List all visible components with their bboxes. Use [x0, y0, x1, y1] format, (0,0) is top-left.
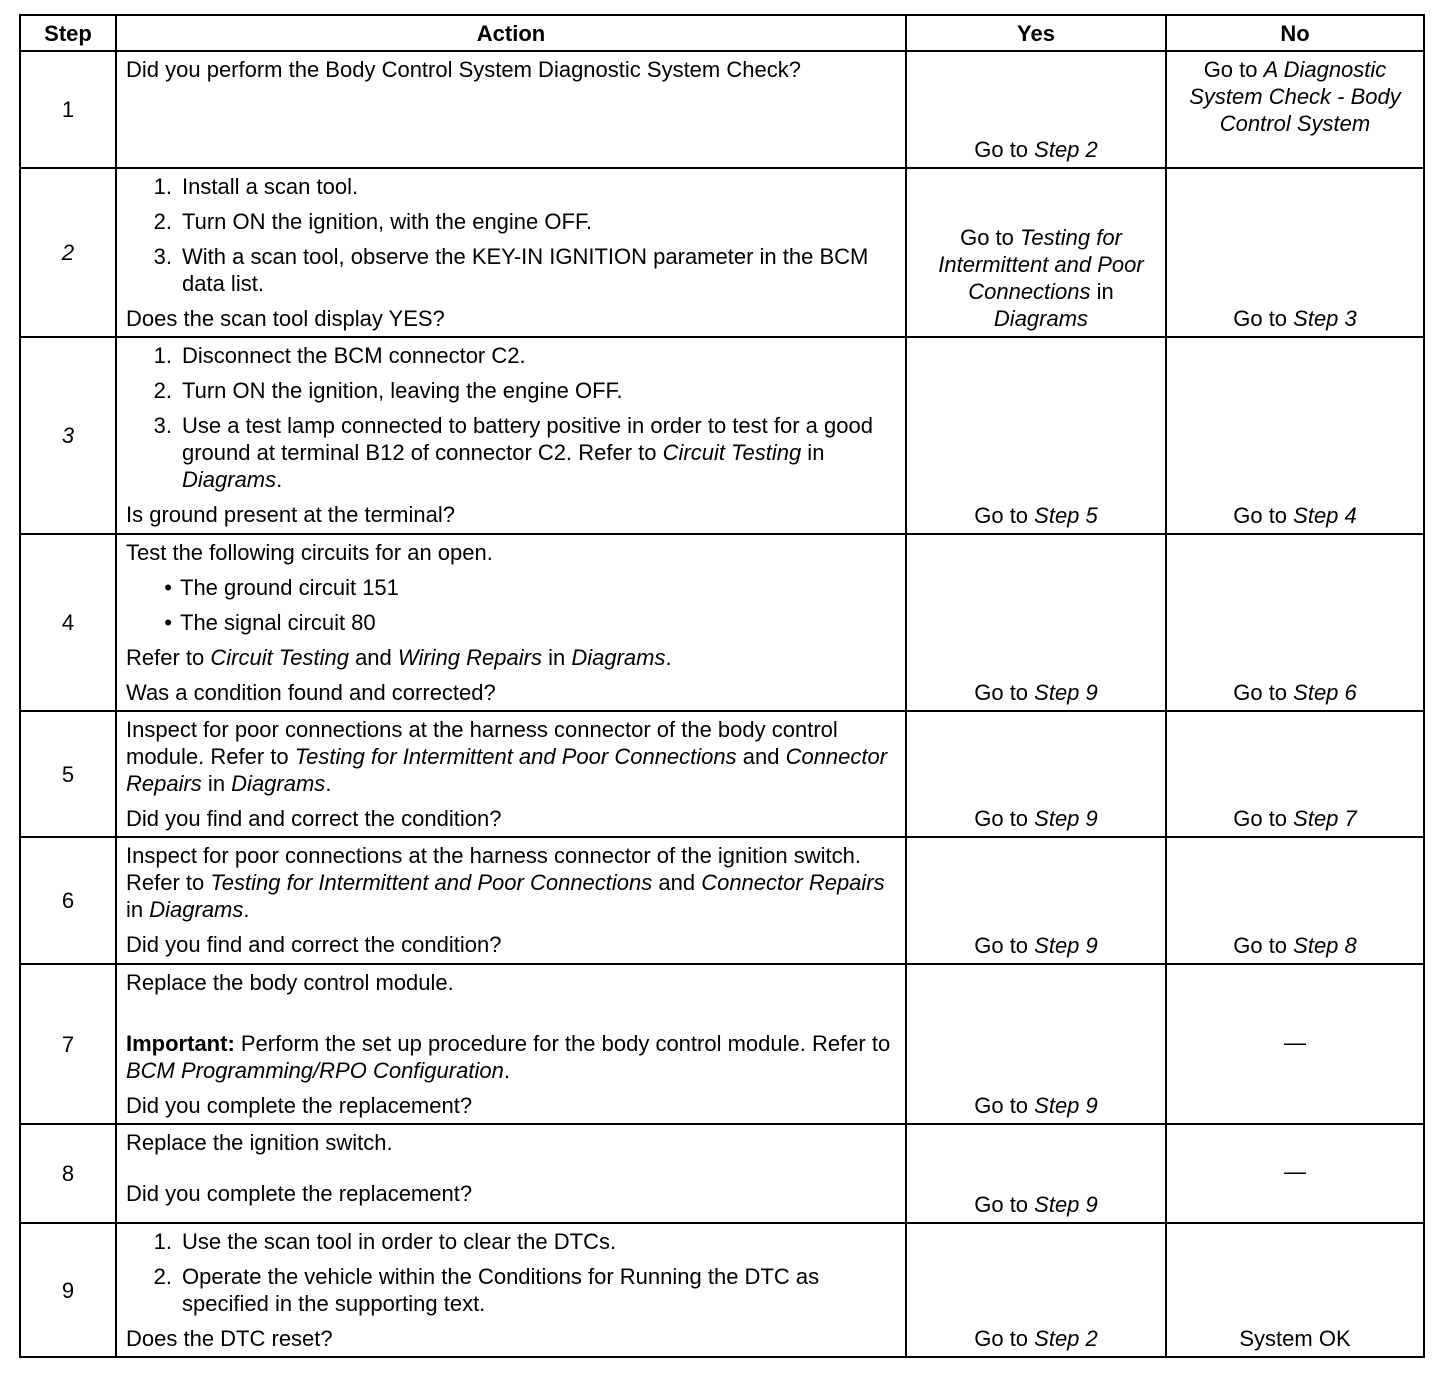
step-number: 8	[20, 1124, 116, 1223]
no-link[interactable]: Step 4	[1293, 503, 1357, 528]
link[interactable]: Diagrams	[182, 467, 277, 492]
step-number: 6	[20, 837, 116, 964]
action-question: Did you perform the Body Control System Diagnostic System Check?	[126, 57, 801, 82]
action-cell	[116, 711, 906, 837]
step-number: 1	[20, 51, 116, 168]
no-cell	[1166, 1223, 1424, 1357]
no-link[interactable]: Step 3	[1293, 306, 1357, 331]
action-cell	[116, 1124, 906, 1223]
yes-link[interactable]: Step 5	[1034, 503, 1098, 528]
step-number: 5	[20, 711, 116, 837]
action-instruction: Inspect for poor connections at the harness connector of the body control module. Refer to Testing for Intermittent and Poor Connections and Connector Repairs in Diagrams.	[126, 717, 888, 796]
list-item: 2. Turn ON the ignition, leaving the engine OFF.	[153, 378, 623, 403]
yes-link[interactable]: Step 9	[1034, 680, 1098, 705]
table-row	[20, 964, 1424, 1124]
header-row	[20, 15, 1424, 51]
link[interactable]: Testing for Intermittent and Poor Connections	[294, 744, 737, 769]
no-link[interactable]: Step 8	[1293, 933, 1357, 958]
table-row	[20, 837, 1424, 964]
list-item: 3. Use a test lamp connected to battery positive in order to test for a good ground at terminal B12 of connector C2. Refer to Circuit Testing in Diagrams.	[153, 413, 873, 492]
step-number: 9	[20, 1223, 116, 1357]
link[interactable]: Testing for Intermittent and Poor Connections	[210, 870, 653, 895]
table-row	[20, 337, 1424, 534]
action-cell	[116, 837, 906, 964]
action-cell	[116, 168, 906, 337]
action-cell	[116, 1223, 906, 1357]
link[interactable]: Wiring Repairs	[397, 645, 542, 670]
no-cell	[1166, 1124, 1424, 1223]
no-link[interactable]: Step 7	[1293, 806, 1357, 831]
action-cell	[116, 534, 906, 711]
list-item: 1. Install a scan tool.	[153, 174, 359, 199]
no-cell: Go to Step 8	[1166, 837, 1424, 964]
no-dash: —	[1284, 1159, 1306, 1184]
step-number: 4	[20, 534, 116, 711]
no-cell	[1166, 964, 1424, 1124]
action-reference: Refer to Circuit Testing and Wiring Repairs in Diagrams.	[126, 645, 672, 670]
action-question: Did you find and correct the condition?	[126, 932, 502, 957]
action-intro: Test the following circuits for an open.	[126, 540, 493, 565]
action-cell	[116, 964, 906, 1124]
table-row	[20, 168, 1424, 337]
header-action: Action	[116, 15, 906, 51]
step-number: 7	[20, 964, 116, 1124]
table-row	[20, 51, 1424, 168]
important-label: Important:	[126, 1031, 235, 1056]
link[interactable]: BCM Programming/RPO Configuration	[126, 1058, 504, 1083]
action-question: Did you complete the replacement?	[126, 1181, 473, 1206]
link[interactable]: Circuit Testing	[662, 440, 802, 465]
table-row	[20, 711, 1424, 837]
no-cell: Go to Step 3	[1166, 168, 1424, 337]
table-row	[20, 1124, 1424, 1223]
list-item: • The ground circuit 151	[164, 575, 399, 600]
no-cell: Go to Step 4	[1166, 337, 1424, 534]
no-link[interactable]: Step 6	[1293, 680, 1357, 705]
list-item: 2. Operate the vehicle within the Conditions for Running the DTC as specified in the supporting text.	[153, 1264, 820, 1316]
link[interactable]: Diagrams	[571, 645, 666, 670]
yes-cell: Go to Step 9	[906, 534, 1166, 711]
link[interactable]: Diagrams	[149, 897, 244, 922]
list-item: 2. Turn ON the ignition, with the engine OFF.	[153, 209, 593, 234]
yes-cell: Go to Testing for Intermittent and Poor Connections in Diagrams	[906, 168, 1166, 337]
header-step: Step	[20, 15, 116, 51]
system-ok: System OK	[1239, 1326, 1351, 1351]
list-item: 1. Disconnect the BCM connector C2.	[153, 343, 526, 368]
action-question: Was a condition found and corrected?	[126, 680, 496, 705]
action-question: Did you complete the replacement?	[126, 1093, 473, 1118]
action-question: Does the scan tool display YES?	[126, 306, 445, 331]
list-item: 3. With a scan tool, observe the KEY-IN IGNITION parameter in the BCM data list.	[153, 244, 869, 296]
yes-cell: Go to Step 9	[906, 1124, 1166, 1223]
yes-link[interactable]: Step 2	[1034, 1326, 1098, 1351]
yes-link[interactable]: Testing for Intermittent and Poor Connections	[938, 225, 1144, 304]
yes-cell: Go to Step 2	[906, 51, 1166, 168]
important-note: Important: Perform the set up procedure for the body control module. Refer to BCM Programming/RPO Configuration.	[126, 1031, 891, 1083]
yes-cell: Go to Step 9	[906, 837, 1166, 964]
action-question: Does the DTC reset?	[126, 1326, 333, 1351]
action-cell	[116, 51, 906, 168]
step-number: 3	[20, 337, 116, 534]
action-question: Did you find and correct the condition?	[126, 806, 502, 831]
link[interactable]: Connector Repairs	[126, 744, 888, 796]
no-cell: Go to A Diagnostic System Check - Body Control System	[1166, 51, 1424, 168]
yes-cell: Go to Step 2	[906, 1223, 1166, 1357]
link[interactable]: Diagrams	[231, 771, 326, 796]
yes-link-2[interactable]: Diagrams	[993, 306, 1089, 331]
no-dash: —	[1284, 1029, 1306, 1055]
action-intro: Replace the ignition switch.	[126, 1130, 393, 1155]
action-question: Is ground present at the terminal?	[126, 502, 455, 527]
action-cell	[116, 337, 906, 534]
yes-cell: Go to Step 9	[906, 711, 1166, 837]
yes-cell: Go to Step 9	[906, 964, 1166, 1124]
header-yes: Yes	[906, 15, 1166, 51]
link[interactable]: Connector Repairs	[701, 870, 885, 895]
header-no: No	[1166, 15, 1424, 51]
step-number: 2	[20, 168, 116, 337]
yes-link[interactable]: Step 9	[1034, 1093, 1098, 1118]
yes-link[interactable]: Step 2	[1034, 137, 1098, 162]
yes-link[interactable]: Step 9	[1034, 933, 1098, 958]
action-intro: Replace the body control module.	[126, 970, 454, 995]
yes-link[interactable]: Step 9	[1034, 1192, 1098, 1217]
no-cell: Go to Step 7	[1166, 711, 1424, 837]
list-item: 1. Use the scan tool in order to clear the DTCs.	[153, 1229, 617, 1254]
table-row	[20, 534, 1424, 711]
table-row	[20, 1223, 1424, 1357]
yes-link[interactable]: Step 9	[1034, 806, 1098, 831]
no-cell: Go to Step 6	[1166, 534, 1424, 711]
action-instruction: Inspect for poor connections at the harness connector of the ignition switch. Refer to Testing for Intermittent and Poor Connections and Connector Repairs in Diagrams.	[126, 843, 885, 922]
no-link[interactable]: A Diagnostic System Check - Body Control System	[1189, 57, 1401, 136]
diagnostic-table	[19, 14, 1425, 1358]
list-item: • The signal circuit 80	[164, 610, 376, 635]
link[interactable]: Circuit Testing	[210, 645, 349, 670]
yes-cell: Go to Step 5	[906, 337, 1166, 534]
